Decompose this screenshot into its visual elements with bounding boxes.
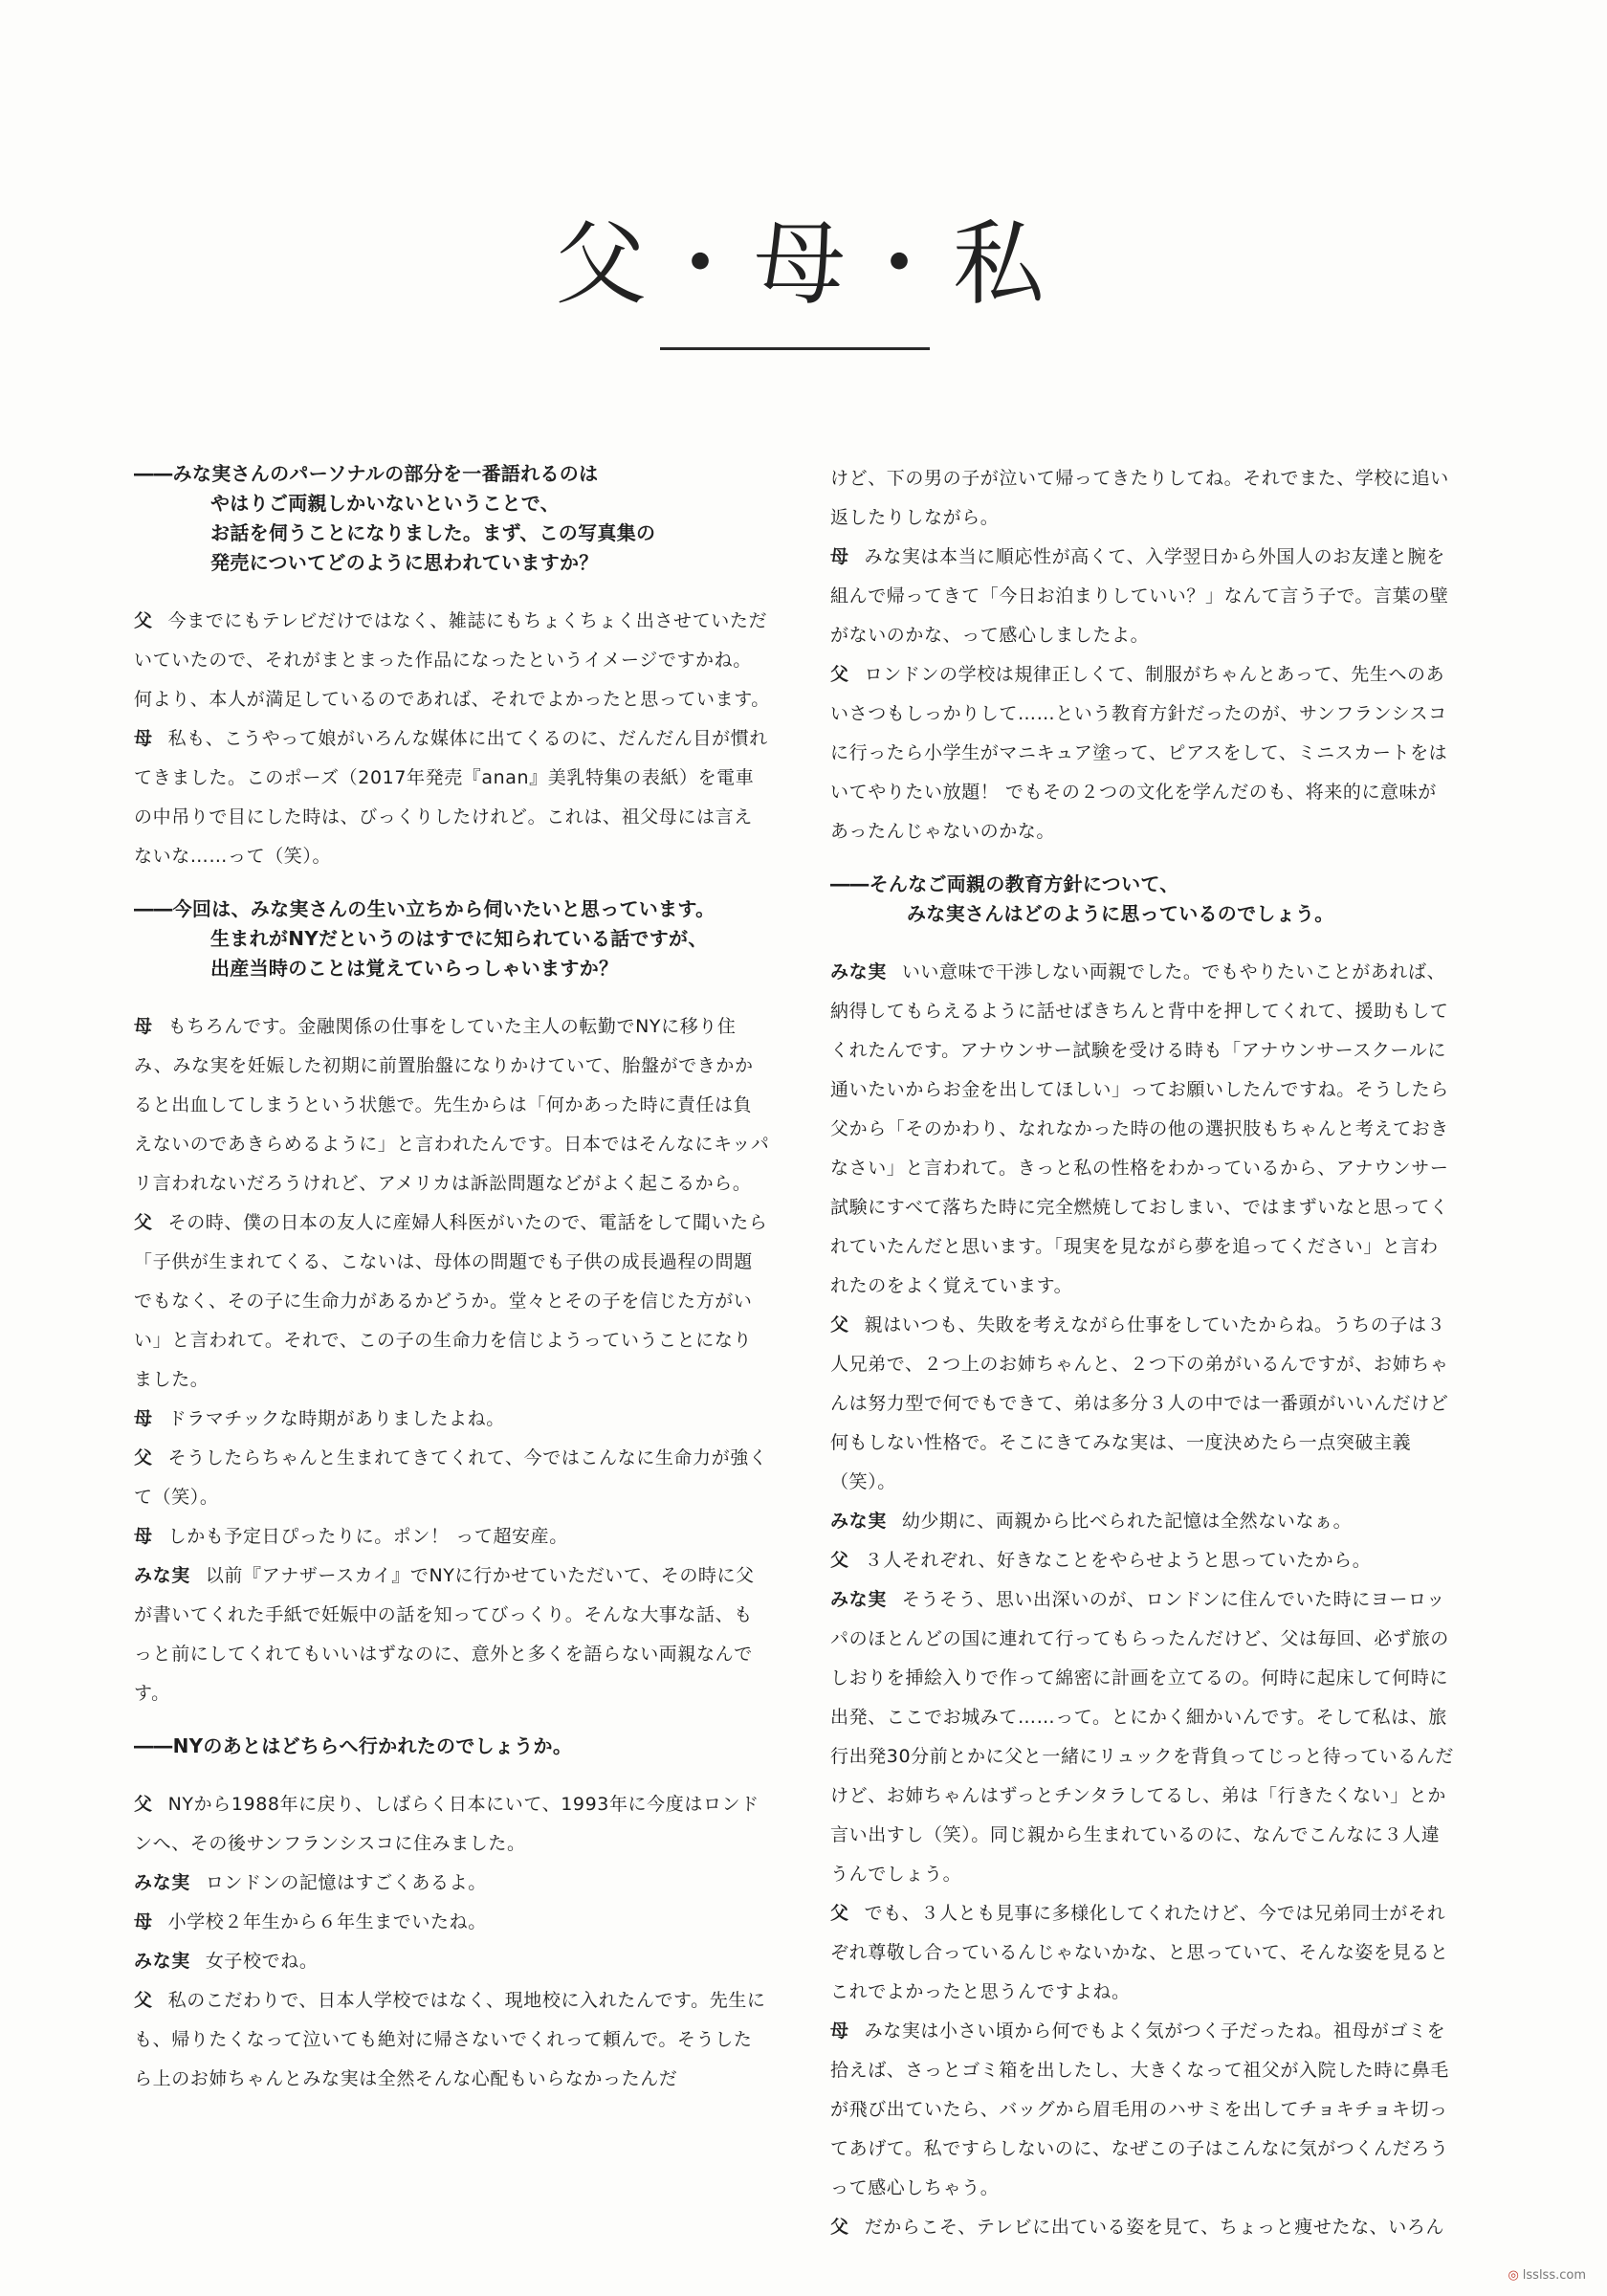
answer-text: 幼少期に、両親から比べられた記憶は全然ないなぁ。 [901, 1511, 1353, 1532]
spacer [134, 1713, 770, 1732]
answer-text: ３人それぞれ、好きなことをやらせようと思っていたから。 [864, 1550, 1372, 1571]
speaker-label: 父 [134, 1447, 153, 1468]
answer-paragraph [830, 1894, 1454, 2012]
question-line: 発売についてどのように思われていますか？ [210, 551, 599, 574]
answer-paragraph [134, 1439, 770, 1517]
speaker-label: 母 [134, 1016, 153, 1037]
answer-paragraph [830, 655, 1454, 851]
answer-text: その時、僕の日本の友人に産婦人科医がいたので、電話をして聞いたら「子供が生まれてくる、こないは、母体の問題でも子供の成長過程の問題でもなく、その子に生命力があるかどうか。堂々とその子を信じた方がいい」と言われて。それで、この子の生命力を信じようっていうことになりました。 [134, 1212, 768, 1390]
answer-text: ロンドンの記憶はすごくあるよ。 [205, 1872, 487, 1893]
speaker-label: みな実 [134, 1872, 190, 1893]
answer-paragraph [830, 1306, 1454, 1502]
speaker-label: 母 [134, 1408, 153, 1429]
answer-paragraph [134, 1203, 770, 1400]
answer-text: みな実は本当に順応性が高くて、入学翌日から外国人のお友達と腕を組んで帰ってきて「今日お泊まりしていい？」なんて言う子で。言葉の壁がないのかな、って感心しましたよ。 [830, 546, 1449, 646]
answer-text: 女子校でね。 [205, 1951, 319, 1972]
speaker-label: みな実 [134, 1951, 190, 1972]
answer-text: そうそう、思い出深いのが、ロンドンに住んでいた時にヨーロッパのほとんどの国に連れて行ってもらったんだけど、父は毎回、必ず旅のしおりを挿絵入りで作って綿密に計画を立てるの。何時に起床して何時に出発、ここでお城みて……って。とにかく細かいんです。そして私は、旅行出発30分前とかに父と一緒にリュックを背負ってじっと待っているんだけど、お姉ちゃんはずっとチンタラしてるし、弟は「行きたくない」とか言い出すし（笑）。同じ親から生まれているのに、なんでこんなに３人違うんでしょう。 [830, 1589, 1455, 1885]
answer-text: 今までにもテレビだけではなく、雑誌にもちょくちょく出させていただいていたので、それがまとまった作品になったというイメージですかね。何より、本人が満足しているのであれば、それでよかったと思っています。 [134, 610, 770, 710]
question-line: ――そんなご両親の教育方針について、 [830, 872, 1179, 895]
speaker-label: 母 [830, 546, 849, 567]
speaker-label: 母 [134, 1526, 153, 1547]
answer-paragraph [134, 602, 770, 719]
answer-paragraph [134, 1942, 770, 1981]
speaker-label: 父 [830, 1903, 849, 1924]
answer-paragraph [134, 1007, 770, 1203]
question-line: ――今回は、みな実さんの生い立ちから伺いたいと思っています。 [134, 897, 715, 920]
question-line: ――NYのあとはどちらへ行かれたのでしょうか。 [134, 1734, 573, 1757]
answer-text: 私のこだわりで、日本人学校ではなく、現地校に入れたんです。先生にも、帰りたくなって泣いても絶対に帰さないでくれって頼んで。そうしたら上のお姉ちゃんとみな実は全然そんな心配もいらなかったんだ [134, 1990, 766, 2089]
answer-text: そうしたらちゃんと生まれてきてくれて、今ではこんなに生命力が強くて（笑）。 [134, 1447, 768, 1508]
speaker-label: みな実 [134, 1565, 190, 1586]
answer-text: でも、３人とも見事に多様化してくれたけど、今では兄弟同士がそれぞれ尊敬し合っているんじゃないかな、と思っていて、そんな姿を見るとこれでよかったと思うんですよね。 [830, 1903, 1449, 2002]
answer-paragraph [830, 953, 1454, 1306]
question-line: みな実さんはどのように思っているのでしょう。 [907, 902, 1334, 925]
answer-text: ロンドンの学校は規律正しくて、制服がちゃんとあって、先生へのあいさつもしっかりして……という教育方針だったのが、サンフランシスコに行ったら小学生がマニキュア塗って、ピアスをして、ミニスカートをはいてやりたい放題！ でもその２つの文化を学んだのも、将来的に意味があったんじゃないのかな。 [830, 664, 1448, 842]
answer-paragraph [830, 1580, 1454, 1894]
interview-question [134, 894, 770, 983]
right-column [830, 459, 1454, 2247]
answer-text: ドラマチックな時期がありましたよね。 [167, 1408, 505, 1429]
answer-paragraph [830, 1541, 1454, 1580]
question-line: お話を伺うことになりました。まず、この写真集の [210, 521, 656, 544]
answer-text: 私も、こうやって娘がいろんな媒体に出てくるのに、だんだん目が慣れてきました。このポーズ（2017年発売『anan』美乳特集の表紙）を電車の中吊りで目にした時は、びっくりしたけれど。これは、祖父母には言えないな……って（笑）。 [134, 728, 768, 867]
speaker-label: 母 [134, 1911, 153, 1932]
spacer [830, 929, 1454, 953]
answer-paragraph [134, 1981, 770, 2099]
answer-text: いい意味で干渉しない両親でした。でもやりたいことがあれば、納得してもらえるように話せばきちんと背中を押してくれて、援助もしてくれたんです。アナウンサー試験を受ける時も「アナウンサースクールに通いたいからお金を出してほしい」ってお願いしたんですね。そうしたら父から「そのかわり、なれなかった時の他の選択肢もちゃんと考えておきなさい」と言われて。きっと私の性格をわかっているから、アナウンサー試験にすべて落ちた時に完全燃焼しておしまい、ではまずいなと思ってくれていたんだと思います。「現実を見ながら夢を追ってください」と言われたのをよく覚えています。 [830, 961, 1449, 1296]
speaker-label: 父 [134, 610, 153, 631]
question-line: 出産当時のことは覚えていらっしゃいますか？ [210, 957, 619, 980]
answer-paragraph [134, 1903, 770, 1942]
answer-paragraph [830, 459, 1454, 538]
left-column [134, 459, 770, 2099]
answer-text: NYから1988年に戻り、しばらく日本にいて、1993年に今度はロンドンへ、その後サンフランシスコに住みました。 [134, 1794, 759, 1854]
speaker-label: 父 [830, 2217, 849, 2238]
interview-question [134, 1732, 770, 1761]
speaker-label: みな実 [830, 1589, 887, 1610]
answer-text: 小学校２年生から６年生までいたね。 [167, 1911, 487, 1932]
watermark-text: lsslss.com [1522, 2268, 1586, 2283]
answer-paragraph [830, 538, 1454, 655]
speaker-label: みな実 [830, 961, 887, 982]
interview-question [134, 459, 770, 578]
answer-text: 以前『アナザースカイ』でNYに行かせていただいて、その時に父が書いてくれた手紙で妊娠中の話を知ってびっくり。そんな大事な話、もっと前にしてくれてもいいはずなのに、意外と多くを語らない両親なんです。 [134, 1565, 755, 1704]
title-divider [660, 347, 930, 350]
watermark-logo-icon: ◎ [1508, 2268, 1519, 2283]
answer-paragraph [134, 1556, 770, 1713]
answer-paragraph [134, 719, 770, 876]
answer-text: もちろんです。金融関係の仕事をしていた主人の転勤でNYに移り住み、みな実を妊娠した初期に前置胎盤になりかけていて、胎盤ができかかると出血してしまうという状態で。先生からは「何かあった時に責任は負えないのであきらめるように」と言われたんです。日本ではそんなにキッパリ言われないだろうけれど、アメリカは訴訟問題などがよく起こるから。 [134, 1016, 770, 1194]
answer-paragraph [830, 1502, 1454, 1541]
answer-text: けど、下の男の子が泣いて帰ってきたりしてね。それでまた、学校に追い返したりしながら。 [830, 468, 1449, 528]
answer-paragraph [830, 2208, 1454, 2247]
answer-paragraph [134, 1785, 770, 1864]
answer-paragraph [134, 1517, 770, 1556]
answer-text: みな実は小さい頃から何でもよく気がつく子だったね。祖母がゴミを拾えば、さっとゴミ箱を出したし、大きくなって祖父が入院した時に鼻毛が飛び出ていたら、バッグから眉毛用のハサミを出してチョキチョキ切ってあげて。私ですらしないのに、なぜこの子はこんなに気がつくんだろうって感心しちゃう。 [830, 2020, 1449, 2198]
spacer [134, 578, 770, 602]
speaker-label: 父 [830, 664, 849, 685]
question-line: やはりご両親しかいないということで、 [210, 492, 560, 515]
answer-text: 親はいつも、失敗を考えながら仕事をしていたからね。うちの子は３人兄弟で、２つ上のお姉ちゃんと、２つ下の弟がいるんですが、お姉ちゃんは努力型で何でもできて、弟は多分３人の中では一番頭がいいんだけど何もしない性格で。そこにきてみな実は、一度決めたら一点突破主義（笑）。 [830, 1314, 1449, 1492]
page-title: 父・母・私 [555, 210, 1052, 318]
speaker-label: 母 [830, 2020, 849, 2042]
speaker-label: 父 [830, 1550, 849, 1571]
answer-paragraph [134, 1864, 770, 1903]
question-line: ――みな実さんのパーソナルの部分を一番語れるのは [134, 462, 599, 485]
spacer [830, 851, 1454, 870]
speaker-label: 父 [134, 1990, 153, 2011]
answer-paragraph [134, 1400, 770, 1439]
answer-text: だからこそ、テレビに出ている姿を見て、ちょっと痩せたな、いろん [864, 2217, 1445, 2238]
answer-text: しかも予定日ぴったりに。ポン！ って超安産。 [167, 1526, 568, 1547]
speaker-label: 父 [134, 1794, 153, 1815]
spacer [134, 876, 770, 894]
spacer [134, 1761, 770, 1785]
question-line: 生まれがNYだというのはすでに知られている話ですが、 [210, 927, 708, 950]
speaker-label: 母 [134, 728, 153, 749]
site-watermark [1508, 2268, 1586, 2283]
speaker-label: 父 [134, 1212, 153, 1233]
speaker-label: 父 [830, 1314, 849, 1336]
spacer [134, 983, 770, 1007]
speaker-label: みな実 [830, 1511, 887, 1532]
interview-question [830, 870, 1454, 929]
answer-paragraph [830, 2012, 1454, 2208]
